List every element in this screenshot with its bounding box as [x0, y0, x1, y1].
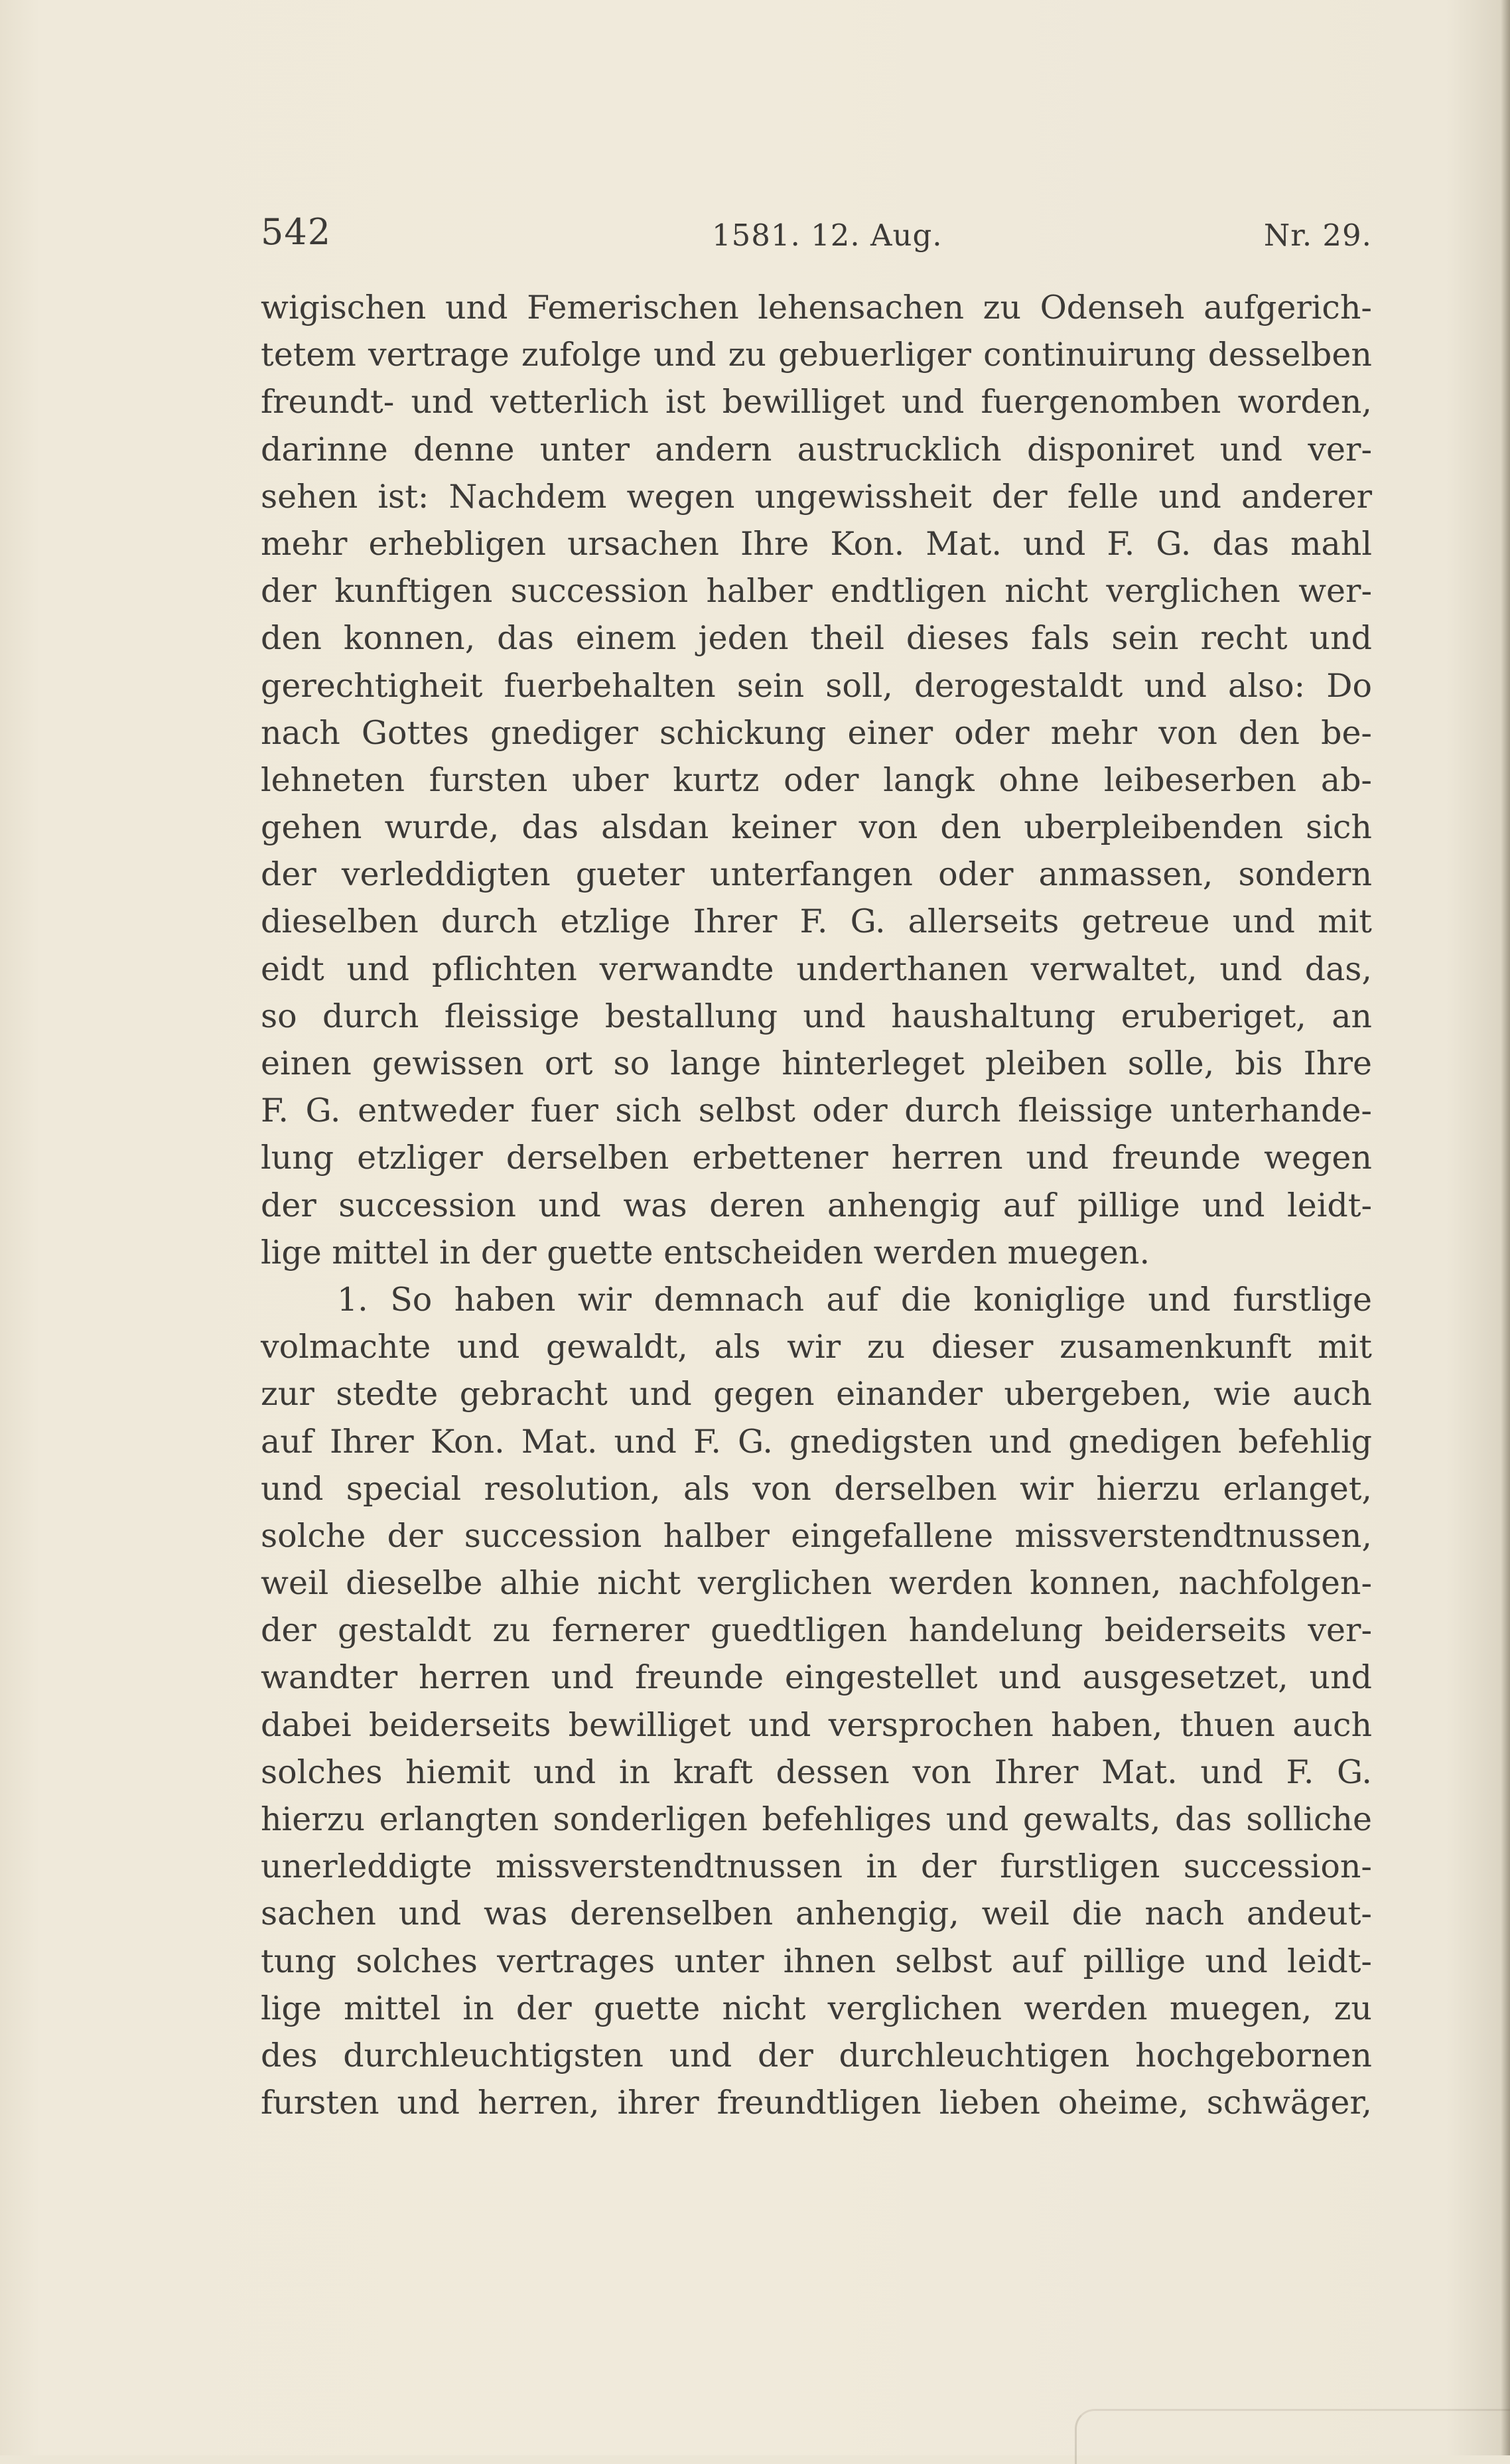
text-line: nach Gottes gnediger schickung einer oder mehr von den be- [261, 713, 1372, 752]
text-line: unerleddigte missverstendtnussen in der furstligen succession- [261, 1848, 1372, 1886]
text-line: auf Ihrer Kon. Mat. und F. G. gnedigsten und gnedigen befehlig [261, 1422, 1372, 1461]
text-line: F. G. entweder fuer sich selbst oder durch fleissige unterhande- [261, 1092, 1372, 1130]
text-line: 1. So haben wir demnach auf die koniglige und furstlige [337, 1280, 1372, 1319]
page-corner-crease [1075, 2409, 1510, 2464]
text-line: lung etzliger derselben erbettener herren und freunde wegen [261, 1139, 1372, 1177]
text-line: wigischen und Femerischen lehensachen zu Odenseh aufgerich- [261, 289, 1372, 326]
text-line: solches hiemit und in kraft dessen von Ihrer Mat. und F. G. [261, 1753, 1372, 1791]
text-line: eidt und pflichten verwandte underthanen verwaltet, und das, [261, 950, 1372, 988]
text-line: lehneten fursten uber kurtz oder langk ohne leibeserben ab- [261, 761, 1372, 799]
text-line: zur stedte gebracht und gegen einander ubergeben, wie auch [261, 1375, 1372, 1413]
text-line: des durchleuchtigsten und der durchleuchtigen hochgebornen [261, 2036, 1372, 2074]
text-line: freundt- und vetterlich ist bewilliget und fuergenomben worden, [261, 383, 1372, 421]
text-line: gerechtigheit fuerbehalten sein soll, derogestaldt und also: Do [261, 666, 1372, 705]
text-line: weil dieselbe alhie nicht verglichen werden konnen, nachfolgen- [261, 1564, 1372, 1603]
document-number: Nr. 29. [1263, 218, 1372, 253]
page-number: 542 [261, 211, 332, 253]
text-line: lige mittel in der guette nicht verglichen werden muegen, zu [261, 1989, 1372, 2027]
text-line: der verleddigten gueter unterfangen oder anmassen, sondern [261, 855, 1372, 894]
text-line: der succession und was deren anhengig auf pillige und leidt- [261, 1186, 1372, 1224]
text-line: fursten und herren, ihrer freundtligen lieben oheime, schwäger, [261, 2084, 1372, 2122]
text-line: so durch fleissige bestallung und haushaltung eruberiget, an [261, 997, 1372, 1035]
text-line: wandter herren und freunde eingestellet und ausgesetzet, und [261, 1658, 1372, 1697]
text-line: und special resolution, als von derselben wir hierzu erlanget, [261, 1469, 1372, 1508]
text-line: sachen und was derenselben anhengig, weil die nach andeut- [261, 1895, 1372, 1933]
running-head-date: 1581. 12. Aug. [712, 218, 943, 253]
text-line: sehen ist: Nachdem wegen ungewissheit der felle und anderer [261, 477, 1372, 516]
text-line: darinne denne unter andern austrucklich disponiret und ver- [261, 430, 1372, 469]
text-line: mehr erhebligen ursachen Ihre Kon. Mat. und F. G. das mahl [261, 524, 1372, 563]
text-line: lige mittel in der guette entscheiden werden muegen. [261, 1233, 1150, 1271]
text-line: dieselben durch etzlige Ihrer F. G. allerseits getreue und mit [261, 903, 1372, 941]
text-line: gehen wurde, das alsdan keiner von den uberpleibenden sich [261, 808, 1372, 847]
page-header [261, 211, 1372, 257]
text-line: den konnen, das einem jeden theil dieses fals sein recht und [261, 619, 1372, 658]
text-line: tung solches vertrages unter ihnen selbst auf pillige und leidt- [261, 1942, 1372, 1980]
text-line: tetem vertrage zufolge und zu gebuerliger continuirung desselben [261, 336, 1372, 374]
text-line: einen gewissen ort so lange hinterleget pleiben solle, bis Ihre [261, 1045, 1372, 1082]
text-line: der kunftigen succession halber endtligen nicht verglichen wer- [261, 572, 1372, 611]
body-text [261, 284, 1372, 2126]
text-line: hierzu erlangten sonderligen befehliges und gewalts, das solliche [261, 1800, 1372, 1838]
text-line: solche der succession halber eingefallene missverstendtnussen, [261, 1516, 1372, 1555]
text-line: dabei beiderseits bewilliget und versprochen haben, thuen auch [261, 1705, 1372, 1744]
page-edge-shadow [1501, 0, 1510, 2455]
text-line: volmachte und gewaldt, als wir zu dieser zusamenkunft mit [261, 1328, 1372, 1366]
text-line: der gestaldt zu fernerer guedtligen handelung beiderseits ver- [261, 1611, 1372, 1650]
